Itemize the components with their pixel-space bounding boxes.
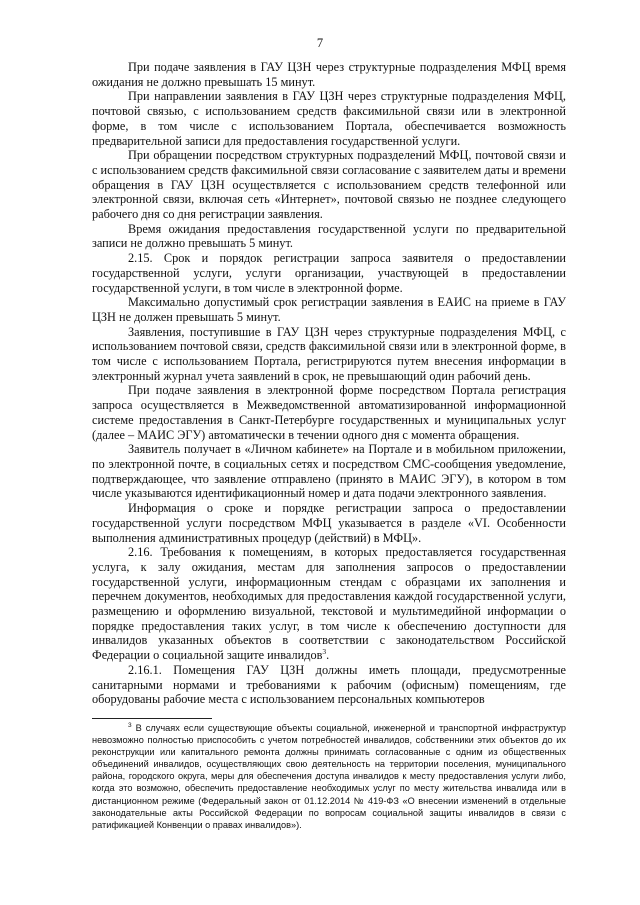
paragraph-section-2-16: 2.16. Требования к помещениям, в которых предоставляется государственная услуга, к залу ожидания, местам для заполнения запросов о предоставлении государственной услуги, информационным стендам с образцами их заполнения и перечнем документов, необходимых для предоставления каждой государственной услуги, размещению и оформлению визуальной, текстовой и мультимедийной информации о порядке предоставления таких услуг, в том числе к обеспечению доступности для инвалидов указанных объектов в соответствии с законодательством Российской Федерации о социальной защите инвалидов$^3$. [92, 545, 566, 663]
footnote-separator [92, 718, 212, 719]
paragraph-journal-registration: Заявления, поступившие в ГАУ ЦЗН через структурные подразделения МФЦ, с использованием почтовой связи, средств факсимильной связи или в электронной форме, в том числе с использованием Портала, регистрируются путем внесения информации в электронный журнал учета заявлений в срок, не превышающий один рабочий день. [92, 324, 566, 383]
paragraph-eais-registration: Максимально допустимый срок регистрации заявления в ЕАИС на приеме в ГАУ ЦЗН не должен превышать 5 минут. [92, 295, 566, 324]
document-body [92, 60, 566, 707]
paragraph-date-agreement: При обращении посредством структурных подразделений МФЦ, почтовой связи и с использованием средств факсимильной связи согласование с заявителем даты и времени обращения в ГАУ ЦЗН осуществляется с использованием средств телефонной или электронной связи, включая сеть «Интернет», почтовой связью не позднее следующего рабочего дня со дня регистрации заявления. [92, 148, 566, 222]
paragraph-mfc-section-reference: Информация о сроке и порядке регистрации запроса о предоставлении государственной услуги посредством МФЦ указывается в разделе «VI. Особенности выполнения административных процедур (действий) в МФЦ». [92, 501, 566, 545]
footnote-marker: 3 [128, 721, 132, 729]
footnote [92, 722, 566, 831]
section-2-16-text: 2.16. Требования к помещениям, в которых предоставляется государственная услуга, к залу ожидания, местам для заполнения запросов о предоставлении государственной услуги, информационным стендам с образцами их заполнения и перечнем документов, необходимых для предоставления каждой государственной услуги, размещению и оформлению визуальной, текстовой и мультимедийной информации о порядке предоставления таких услуг, в том числе к обеспечению доступности для инвалидов указанных объектов в соответствии с законодательством Российской Федерации о социальной защите инвалидов [92, 545, 566, 663]
paragraph-mfc-waiting-time: При подаче заявления в ГАУ ЦЗН через структурные подразделения МФЦ время ожидания не должно превышать 15 минут. [92, 60, 566, 89]
paragraph-appointment-waiting: Время ожидания предоставления государственной услуги по предварительной записи не должно превышать 5 минут. [92, 221, 566, 251]
paragraph-section-2-16-1: 2.16.1. Помещения ГАУ ЦЗН должны иметь площади, предусмотренные санитарными нормами и требованиями к рабочим (офисным) помещениям, где оборудованы рабочие места с использованием персональных компьютеров [92, 662, 566, 707]
footnote-text: В случаях если существующие объекты социальной, инженерной и транспортной инфраструктур невозможно полностью приспособить с учетом потребностей инвалидов, собственники этих объектов до их реконструкции или капитального ремонта должны принимать согласованные с одним из общественных объединений инвалидов, осуществляющих свою деятельность на территории поселения, муниципального района, городского округа, меры для обеспечения доступа инвалидов к месту предоставления услуги либо, когда это возможно, обеспечить предоставление необходимых услуг по месту жительства инвалида или в дистанционном режиме (Федеральный закон от 01.12.2014 № 419-ФЗ «О внесении изменений в отдельные законодательные акты Российской Федерации по вопросам социальной защиты инвалидов в связи с ратификацией Конвенции о правах инвалидов»). [92, 723, 566, 830]
paragraph-applicant-notification: Заявитель получает в «Личном кабинете» на Портале и в мобильном приложении, по электронной почте, в социальных сетях и посредством СМС-сообщения уведомление, подтверждающее, что заявление отправлено (принято в МАИС ЭГУ), в котором в том числе указываются идентификационный номер и дата подачи электронного заявления. [92, 442, 566, 501]
paragraph-portal-registration: При подаче заявления в электронной форме посредством Портала регистрация запроса осуществляется в Межведомственной автоматизированной информационной системе предоставления в Санкт-Петербурге государственных и муниципальных услуг (далее – МАИС ЭГУ) автоматически в течении одного дня с момента обращения. [92, 383, 566, 442]
paragraph-pre-registration: При направлении заявления в ГАУ ЦЗН через структурные подразделения МФЦ, почтовой связью, с использованием средств факсимильной связи или в электронной форме, в том числе с использованием Портала, обеспечивается возможность предварительной записи для предоставления государственной услуги. [92, 89, 566, 148]
paragraph-section-2-15: 2.15. Срок и порядок регистрации запроса заявителя о предоставлении государственной услуги, услуги организации, участвующей в предоставлении государственной услуги, в том числе в электронной форме. [92, 251, 566, 295]
footnote-reference: 3 [322, 647, 327, 657]
page-number: 7 [316, 36, 324, 50]
footnote-paragraph [92, 722, 566, 831]
